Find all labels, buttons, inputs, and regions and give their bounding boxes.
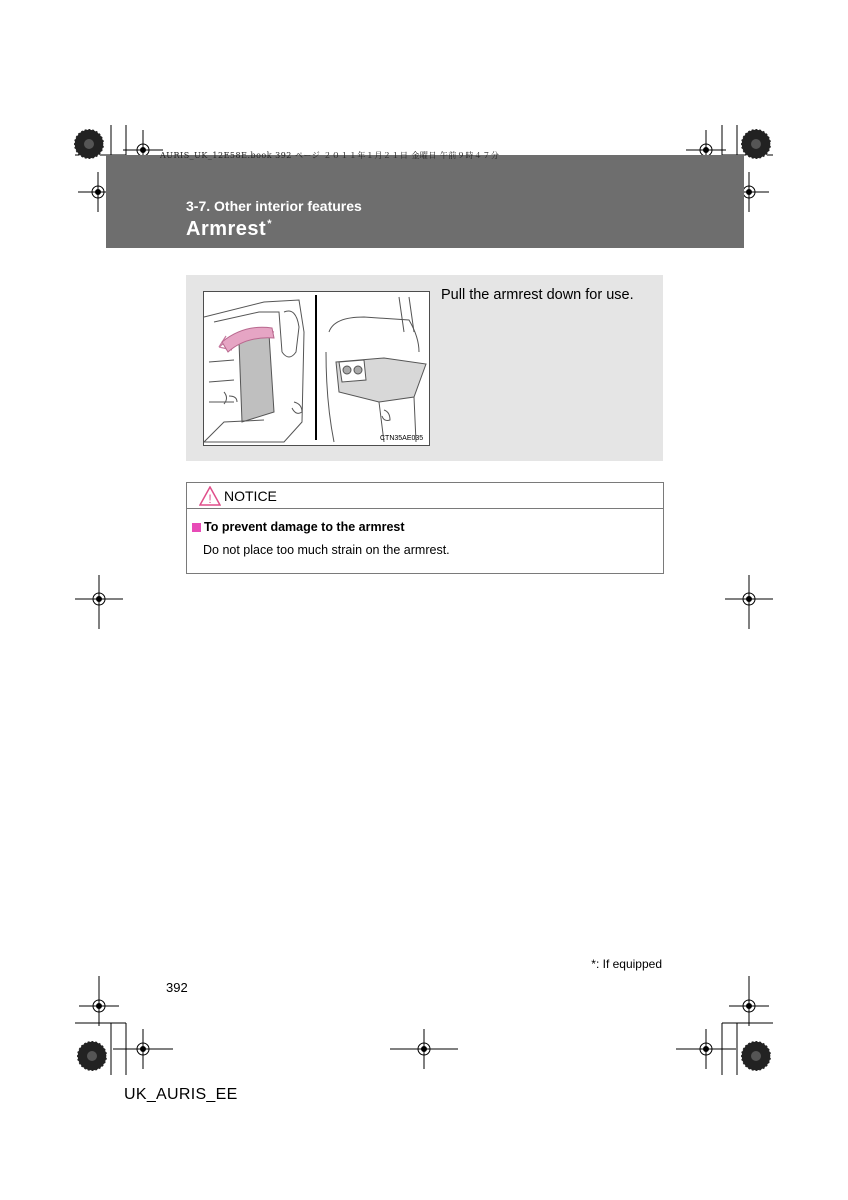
notice-divider	[187, 508, 663, 509]
instruction-text: Pull the armrest down for use.	[441, 287, 634, 303]
registration-target-br2	[676, 1029, 736, 1069]
registration-target-ml	[75, 575, 123, 629]
footnote-symbol: *	[591, 957, 596, 971]
print-meta-line: AURIS_UK_12E58E.book 392 ページ ２０１１年１月２１日 金曜日 午前９時４７分	[160, 151, 500, 160]
starburst-mark-bl	[77, 1041, 107, 1071]
footnote	[591, 957, 662, 971]
footnote-text: : If equipped	[595, 957, 662, 971]
doc-code: UK_AURIS_EE	[124, 1086, 238, 1103]
registration-target-mr	[725, 575, 773, 629]
notice-label: NOTICE	[224, 488, 277, 504]
page-title-text: Armrest	[186, 218, 267, 240]
registration-target-bl2	[113, 1029, 173, 1069]
bullet-square	[192, 523, 201, 532]
registration-target-bc	[390, 1029, 458, 1069]
starburst-mark-br	[741, 1041, 771, 1071]
section-label: 3-7. Other interior features	[186, 198, 362, 214]
page-title	[186, 218, 272, 241]
svg-text:!: !	[208, 492, 212, 506]
image-code: CTN35AE035	[380, 435, 424, 442]
registration-target-br1	[729, 976, 769, 1026]
starburst-mark-tr	[741, 129, 771, 159]
page-number: 392	[166, 980, 188, 995]
notice-heading: To prevent damage to the armrest	[204, 520, 405, 534]
warning-icon	[199, 486, 221, 506]
armrest-illustration	[203, 291, 430, 446]
notice-body: Do not place too much strain on the armrest.	[203, 543, 450, 557]
notice-box	[186, 482, 664, 574]
registration-target-bl1	[79, 976, 119, 1026]
starburst-mark-tl	[74, 129, 104, 159]
armrest-drawing	[204, 292, 429, 445]
title-asterisk: *	[267, 218, 272, 231]
